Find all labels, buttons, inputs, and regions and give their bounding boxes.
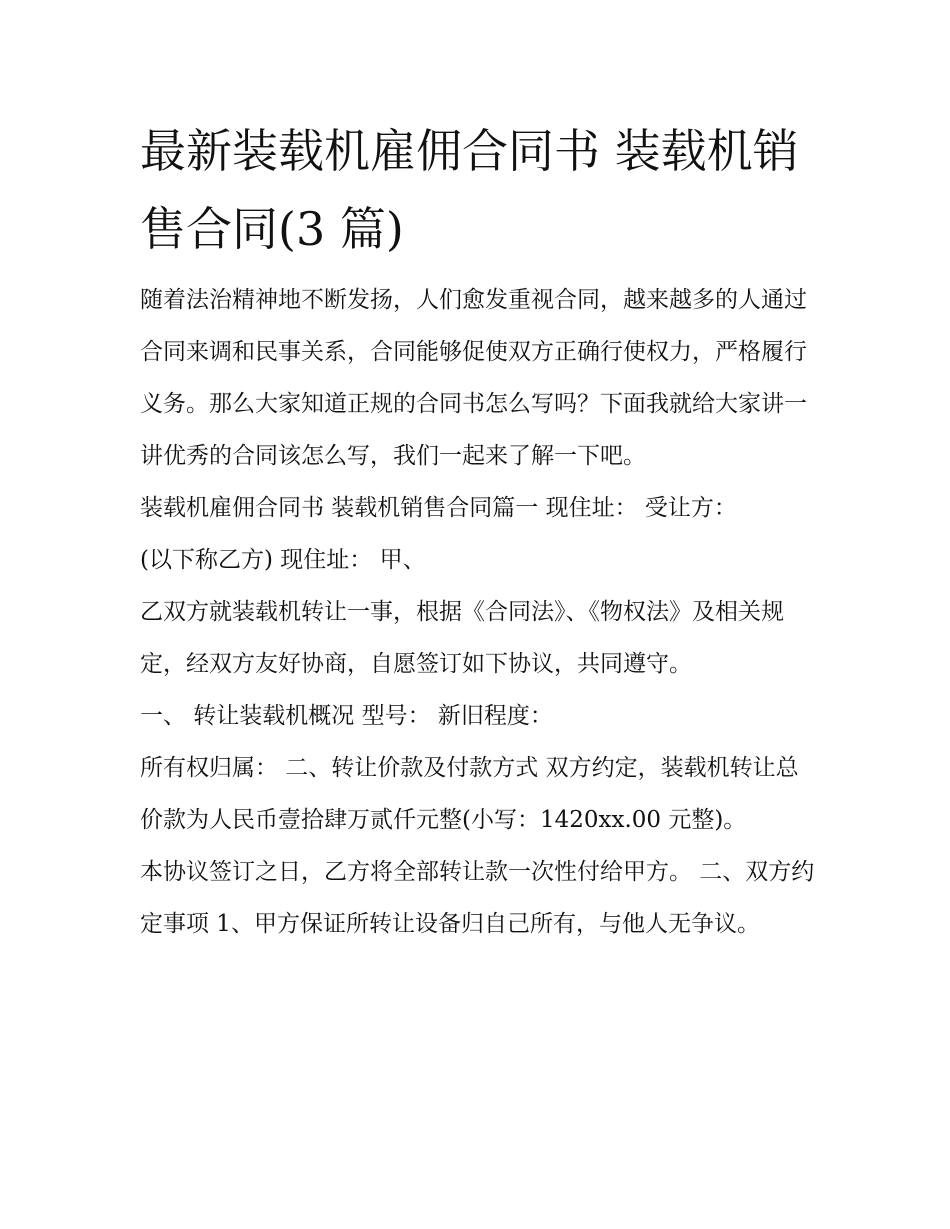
- paragraph-payment: 本协议签订之日，乙方将全部转让款一次性付给甲方。 二、双方约定事项 1、甲方保证所转让设备归自己所有，与他人无争议。: [140, 859, 815, 937]
- paragraph-agreement: 乙双方就装载机转让一事，根据《合同法》、《物权法》及相关规定，经双方友好协商，自愿签订如下协议，共同遵守。: [140, 599, 784, 677]
- paragraph-heading-part-one: 装载机雇佣合同书 装载机销售合同篇一 现住址： 受让方：: [140, 495, 737, 521]
- paragraph-price: 所有权归属： 二、转让价款及付款方式 双方约定，装载机转让总价款为人民币壹拾肆万贰仟元整(小写：1420xx.00 元整)。: [140, 755, 799, 833]
- intro-paragraph: 随着法治精神地不断发扬，人们愈发重视合同，越来越多的人通过合同来调和民事关系，合同能够促使双方正确行使权力，严格履行义务。那么大家知道正规的合同书怎么写吗？下面我就给大家讲一讲优秀的合同该怎么写，我们一起来了解一下吧。: [140, 287, 807, 469]
- document-page: [140, 112, 820, 950]
- paragraph-party-b: (以下称乙方) 现住址： 甲、: [140, 547, 426, 573]
- document-title: 最新装载机雇佣合同书 装载机销售合同(3 篇): [140, 124, 799, 256]
- paragraph-section-one: 一、 转让装载机概况 型号： 新旧程度：: [140, 703, 553, 729]
